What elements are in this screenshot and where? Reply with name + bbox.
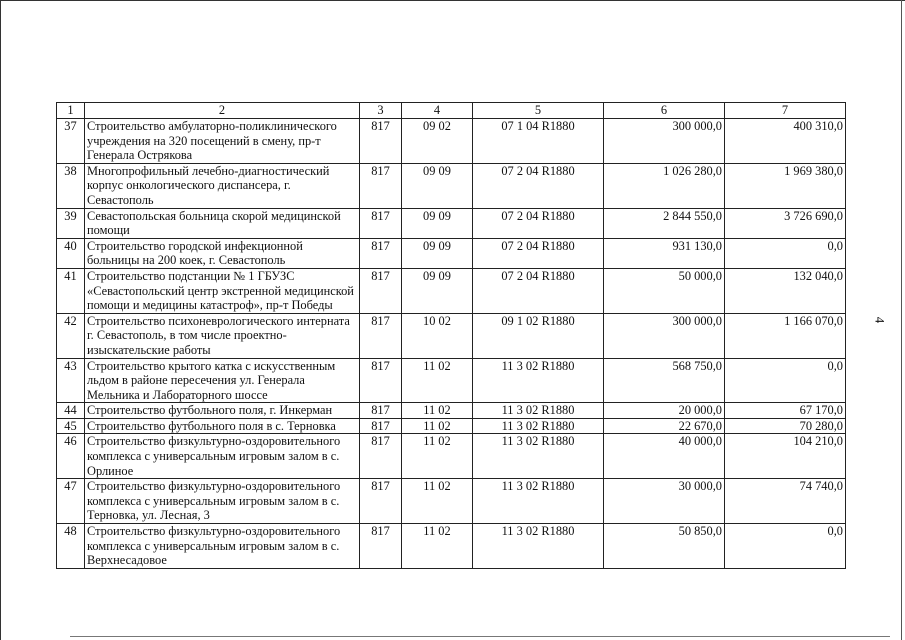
- code-cell: 817: [360, 524, 402, 569]
- section-code-cell: 11 02: [402, 524, 473, 569]
- amount-col6-cell: 568 750,0: [604, 358, 725, 403]
- row-number-cell: 40: [57, 238, 85, 268]
- page-number: 4: [872, 316, 888, 324]
- row-number-cell: 39: [57, 208, 85, 238]
- row-number-cell: 47: [57, 479, 85, 524]
- code-cell: 817: [360, 434, 402, 479]
- target-article-cell: 09 1 02 R1880: [473, 313, 604, 358]
- table-row: [57, 119, 846, 164]
- object-name-cell: Строительство физкультурно-оздоровительного комплекса с универсальным игровым залом в с. Орлиное: [85, 434, 360, 479]
- target-article-cell: 07 2 04 R1880: [473, 268, 604, 313]
- code-cell: 817: [360, 163, 402, 208]
- row-number-cell: 43: [57, 358, 85, 403]
- section-code-cell: 09 09: [402, 268, 473, 313]
- target-article-cell: 07 1 04 R1880: [473, 119, 604, 164]
- target-article-cell: 11 3 02 R1880: [473, 418, 604, 434]
- amount-col7-cell: 400 310,0: [725, 119, 846, 164]
- code-cell: 817: [360, 358, 402, 403]
- page-bottom-rule: [70, 636, 890, 637]
- column-header: 1: [57, 103, 85, 119]
- table-row: [57, 479, 846, 524]
- code-cell: 817: [360, 403, 402, 419]
- table-row: [57, 358, 846, 403]
- object-name-cell: Строительство психоневрологического интерната г. Севастополь, в том числе проектно-изыскательские работы: [85, 313, 360, 358]
- row-number-cell: 38: [57, 163, 85, 208]
- section-code-cell: 09 09: [402, 163, 473, 208]
- section-code-cell: 10 02: [402, 313, 473, 358]
- amount-col6-cell: 30 000,0: [604, 479, 725, 524]
- object-name-cell: Строительство подстанции № 1 ГБУЗС «Севастопольский центр экстренной медицинской помощи и медицины катастроф», пр-т Победы: [85, 268, 360, 313]
- amount-col7-cell: 3 726 690,0: [725, 208, 846, 238]
- target-article-cell: 07 2 04 R1880: [473, 208, 604, 238]
- column-header: 2: [85, 103, 360, 119]
- section-code-cell: 09 02: [402, 119, 473, 164]
- page-edge-left: [0, 0, 1, 640]
- section-code-cell: 11 02: [402, 358, 473, 403]
- target-article-cell: 07 2 04 R1880: [473, 238, 604, 268]
- object-name-cell: Многопрофильный лечебно-диагностический корпус онкологического диспансера, г. Севастополь: [85, 163, 360, 208]
- header-row: [57, 103, 846, 119]
- row-number-cell: 48: [57, 524, 85, 569]
- target-article-cell: 07 2 04 R1880: [473, 163, 604, 208]
- amount-col7-cell: 74 740,0: [725, 479, 846, 524]
- table-row: [57, 163, 846, 208]
- code-cell: 817: [360, 268, 402, 313]
- table-row: [57, 238, 846, 268]
- section-code-cell: 11 02: [402, 418, 473, 434]
- amount-col6-cell: 20 000,0: [604, 403, 725, 419]
- amount-col6-cell: 2 844 550,0: [604, 208, 725, 238]
- object-name-cell: Строительство физкультурно-оздоровительного комплекса с универсальным игровым залом в с. Верхнесадовое: [85, 524, 360, 569]
- object-name-cell: Строительство амбулаторно-поликлинического учреждения на 320 посещений в смену, пр-т Генерала Острякова: [85, 119, 360, 164]
- section-code-cell: 11 02: [402, 403, 473, 419]
- row-number-cell: 41: [57, 268, 85, 313]
- amount-col6-cell: 300 000,0: [604, 313, 725, 358]
- amount-col7-cell: 0,0: [725, 358, 846, 403]
- amount-col7-cell: 70 280,0: [725, 418, 846, 434]
- column-header: 7: [725, 103, 846, 119]
- code-cell: 817: [360, 208, 402, 238]
- row-number-cell: 46: [57, 434, 85, 479]
- section-code-cell: 09 09: [402, 238, 473, 268]
- table-row: [57, 418, 846, 434]
- row-number-cell: 45: [57, 418, 85, 434]
- page-edge-right: [901, 0, 902, 640]
- row-number-cell: 42: [57, 313, 85, 358]
- table-row: [57, 524, 846, 569]
- object-name-cell: Строительство крытого катка с искусственным льдом в районе пересечения ул. Генерала Мельника и Лабораторного шоссе: [85, 358, 360, 403]
- amount-col7-cell: 104 210,0: [725, 434, 846, 479]
- object-name-cell: Севастопольская больница скорой медицинской помощи: [85, 208, 360, 238]
- table-row: [57, 268, 846, 313]
- table-body: [57, 119, 846, 569]
- amount-col7-cell: 67 170,0: [725, 403, 846, 419]
- table-row: [57, 208, 846, 238]
- table-row: [57, 434, 846, 479]
- amount-col7-cell: 0,0: [725, 524, 846, 569]
- section-code-cell: 11 02: [402, 479, 473, 524]
- target-article-cell: 11 3 02 R1880: [473, 358, 604, 403]
- amount-col6-cell: 40 000,0: [604, 434, 725, 479]
- target-article-cell: 11 3 02 R1880: [473, 479, 604, 524]
- column-header: 6: [604, 103, 725, 119]
- row-number-cell: 37: [57, 119, 85, 164]
- page-edge-top: [0, 0, 905, 1]
- object-name-cell: Строительство футбольного поля в с. Терновка: [85, 418, 360, 434]
- column-header: 3: [360, 103, 402, 119]
- column-header: 5: [473, 103, 604, 119]
- target-article-cell: 11 3 02 R1880: [473, 403, 604, 419]
- code-cell: 817: [360, 479, 402, 524]
- code-cell: 817: [360, 418, 402, 434]
- amount-col7-cell: 1 166 070,0: [725, 313, 846, 358]
- code-cell: 817: [360, 119, 402, 164]
- section-code-cell: 11 02: [402, 434, 473, 479]
- amount-col6-cell: 931 130,0: [604, 238, 725, 268]
- amount-col6-cell: 22 670,0: [604, 418, 725, 434]
- code-cell: 817: [360, 313, 402, 358]
- object-name-cell: Строительство городской инфекционной больницы на 200 коек, г. Севастополь: [85, 238, 360, 268]
- amount-col6-cell: 300 000,0: [604, 119, 725, 164]
- amount-col7-cell: 132 040,0: [725, 268, 846, 313]
- table-row: [57, 403, 846, 419]
- table-row: [57, 313, 846, 358]
- section-code-cell: 09 09: [402, 208, 473, 238]
- budget-table: [56, 102, 846, 569]
- object-name-cell: Строительство физкультурно-оздоровительного комплекса с универсальным игровым залом в с. Терновка, ул. Лесная, 3: [85, 479, 360, 524]
- target-article-cell: 11 3 02 R1880: [473, 524, 604, 569]
- amount-col6-cell: 1 026 280,0: [604, 163, 725, 208]
- column-header: 4: [402, 103, 473, 119]
- target-article-cell: 11 3 02 R1880: [473, 434, 604, 479]
- amount-col6-cell: 50 000,0: [604, 268, 725, 313]
- row-number-cell: 44: [57, 403, 85, 419]
- amount-col7-cell: 0,0: [725, 238, 846, 268]
- object-name-cell: Строительство футбольного поля, г. Инкерман: [85, 403, 360, 419]
- amount-col6-cell: 50 850,0: [604, 524, 725, 569]
- code-cell: 817: [360, 238, 402, 268]
- amount-col7-cell: 1 969 380,0: [725, 163, 846, 208]
